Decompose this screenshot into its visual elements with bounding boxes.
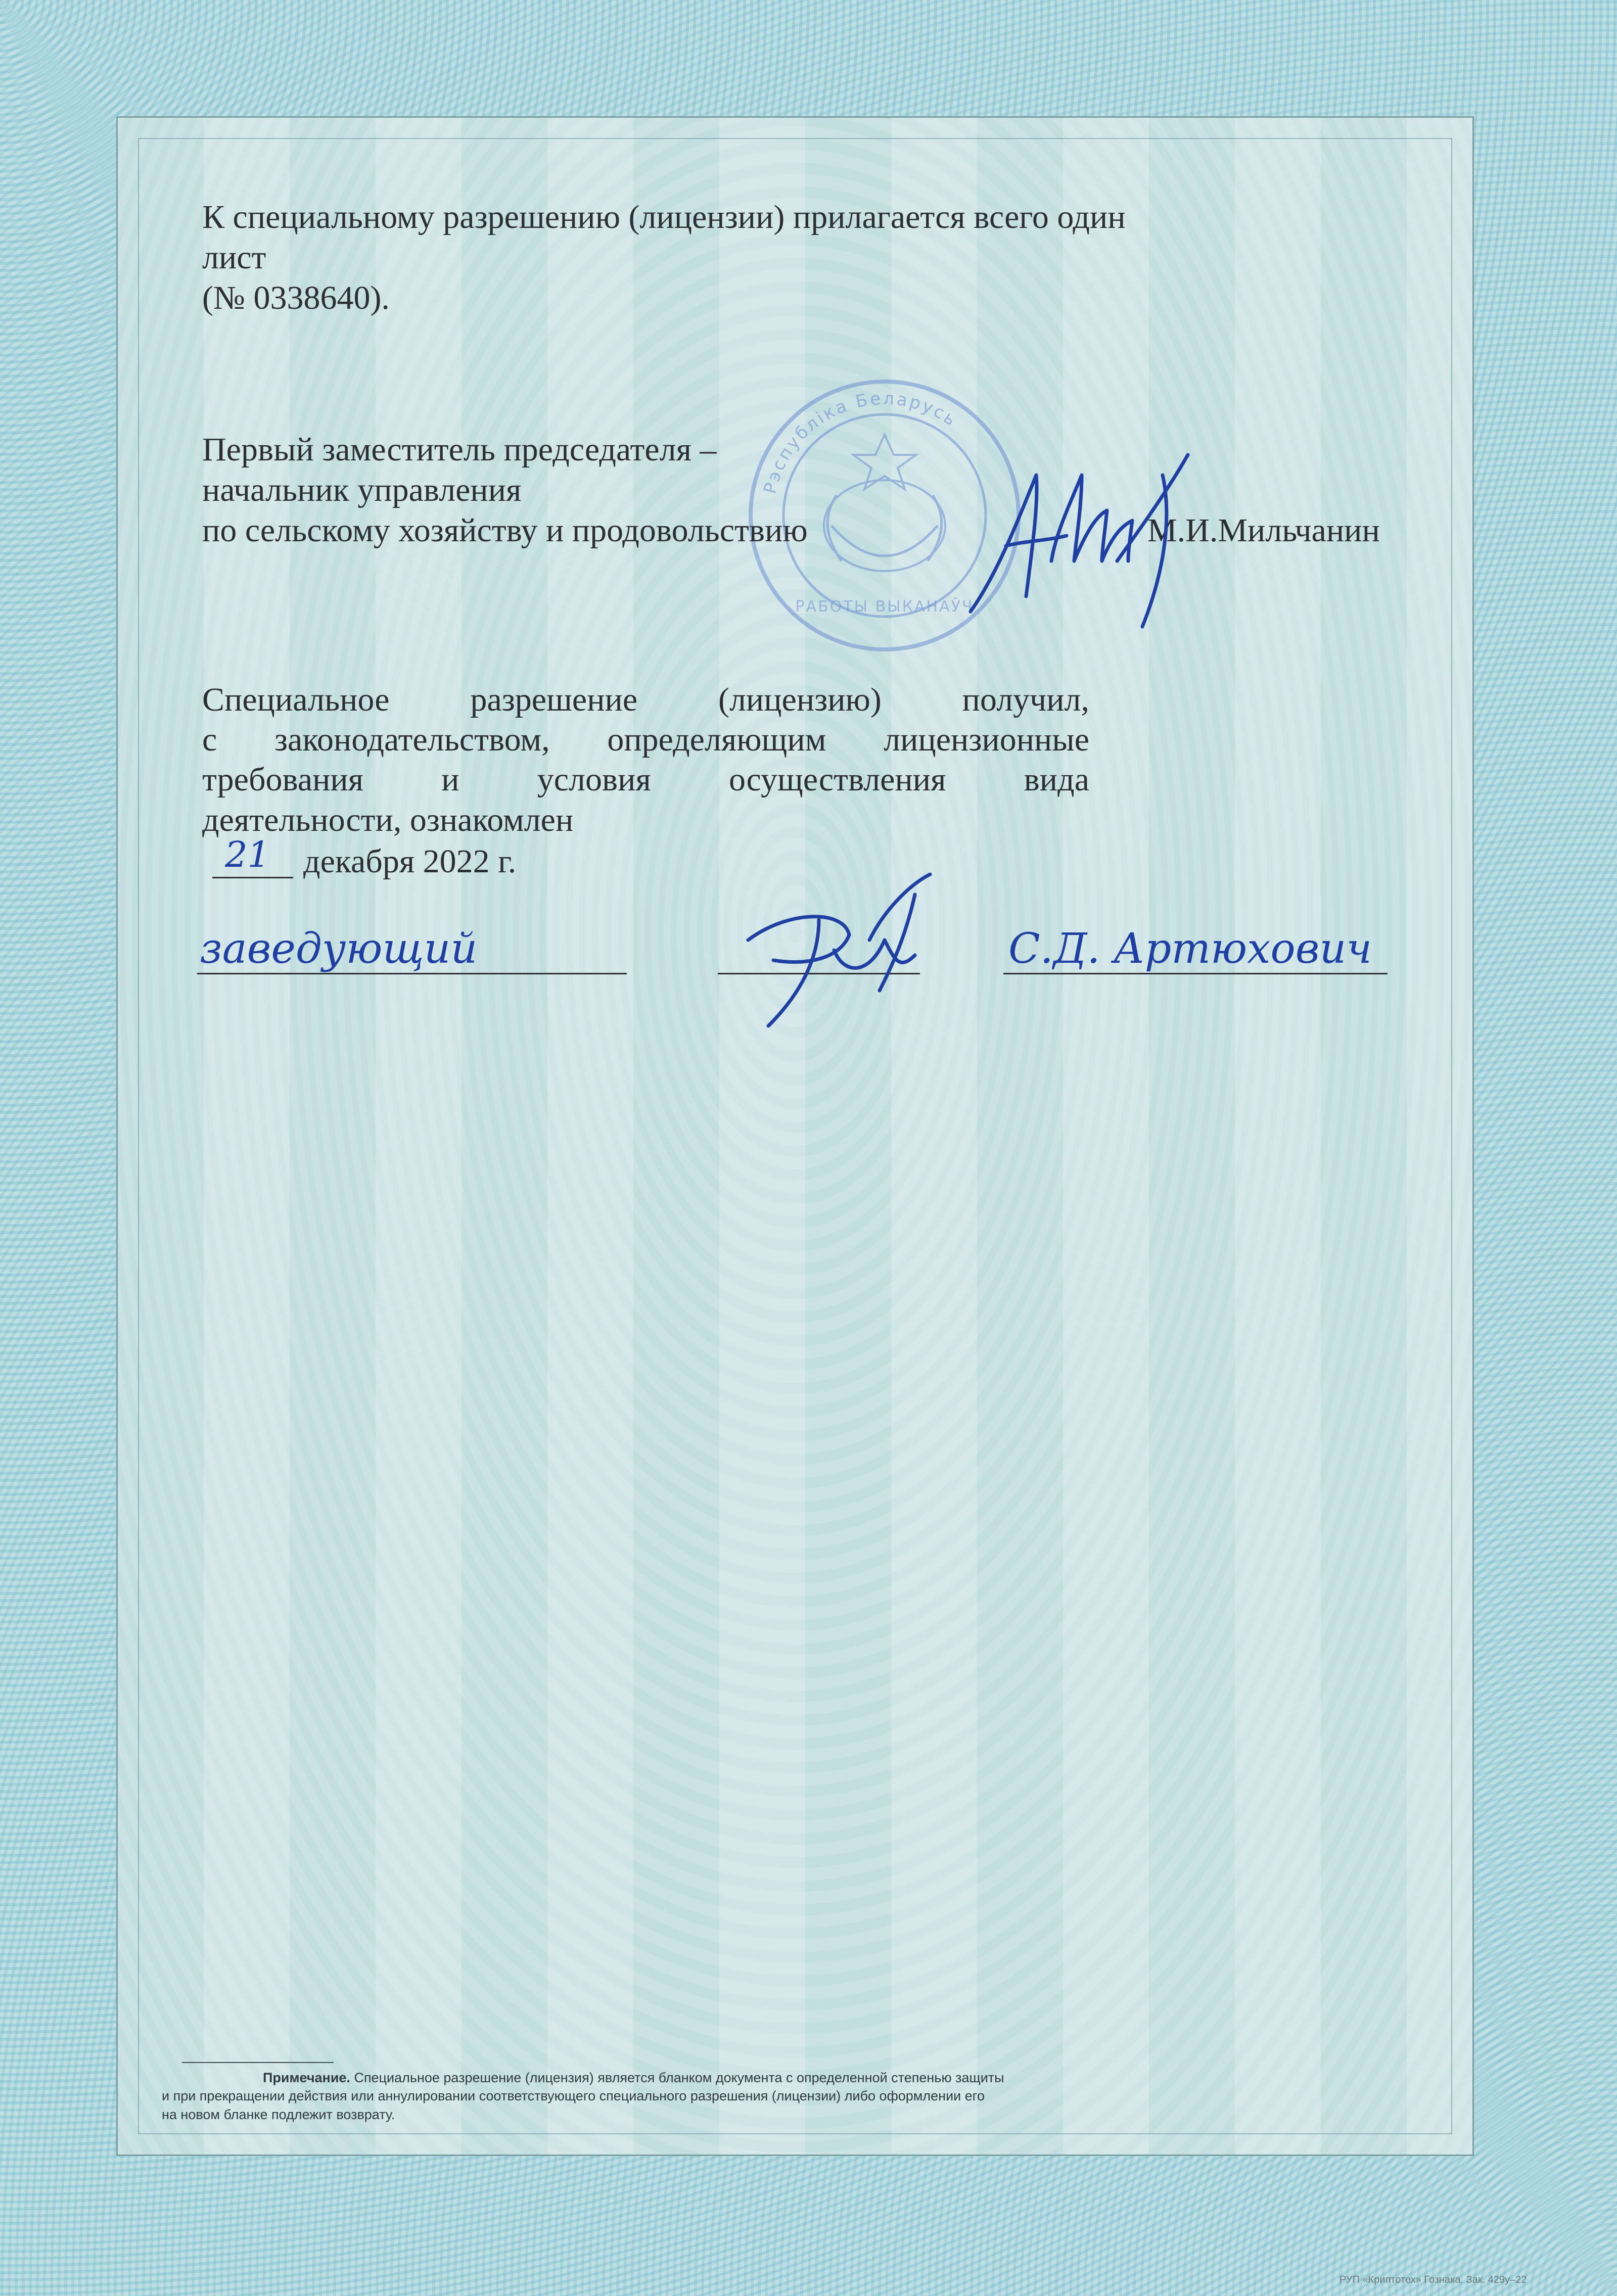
- position-underline: [197, 973, 627, 974]
- footnote-label: Примечание.: [263, 2070, 350, 2085]
- footnote: [162, 2069, 1405, 2124]
- position-handwritten: заведующий: [200, 925, 478, 973]
- signatory-title-2: начальник управления: [202, 472, 522, 508]
- signatory-signature: [950, 445, 1213, 637]
- footnote-rule: [182, 2062, 334, 2063]
- date-rest: декабря 2022 г.: [303, 843, 517, 880]
- printer-mark: РУП «Криптотех» Гознака. Зак. 429у–22: [1339, 2274, 1527, 2285]
- footnote-text-1: Специальное разрешение (лицензия) является бланком документа с определенной степенью защиты: [350, 2070, 1004, 2085]
- signatory-title-3: по сельскому хозяйству и продовольствию: [202, 512, 808, 549]
- footnote-line-2: и при прекращении действия или аннулировании соответствующего специального разрешения (лицензии) либо оформлении его: [162, 2088, 985, 2104]
- date-day-underline: [212, 877, 293, 878]
- receipt-line-2: с законодательством, определяющим лицензионные: [202, 721, 1089, 759]
- footnote-line-1: [162, 2069, 1405, 2087]
- receipt-line-1: Специальное разрешение (лицензию) получил,: [202, 681, 1089, 718]
- receipt-line-4: деятельности, ознакомлен: [202, 801, 574, 838]
- attachment-line-1: К специальному разрешению (лицензии) прилагается всего один: [202, 199, 1126, 236]
- seal-inner-text: РАБОТЫ ВЫКАНАЎЧ: [795, 598, 974, 616]
- date-day-handwritten: 21: [225, 834, 270, 875]
- footnote-line-3: на новом бланке подлежит возврату.: [162, 2106, 395, 2122]
- recipient-signature: [718, 864, 960, 1036]
- attachment-line-3: (№ 0338640).: [202, 279, 390, 316]
- name-underline: [1003, 973, 1388, 974]
- signatory-title-1: Первый заместитель председателя –: [202, 431, 717, 468]
- receipt-text: [202, 680, 1089, 840]
- name-handwritten: С.Д. Артюхович: [1008, 925, 1372, 973]
- seal-ring-text: Рэспубліка Беларусь: [760, 388, 961, 496]
- receipt-line-3: требования и условия осуществления вида: [202, 761, 1089, 799]
- signatory-name: М.И.Мильчанин: [1147, 512, 1380, 549]
- attachment-line-2: лист: [202, 239, 266, 276]
